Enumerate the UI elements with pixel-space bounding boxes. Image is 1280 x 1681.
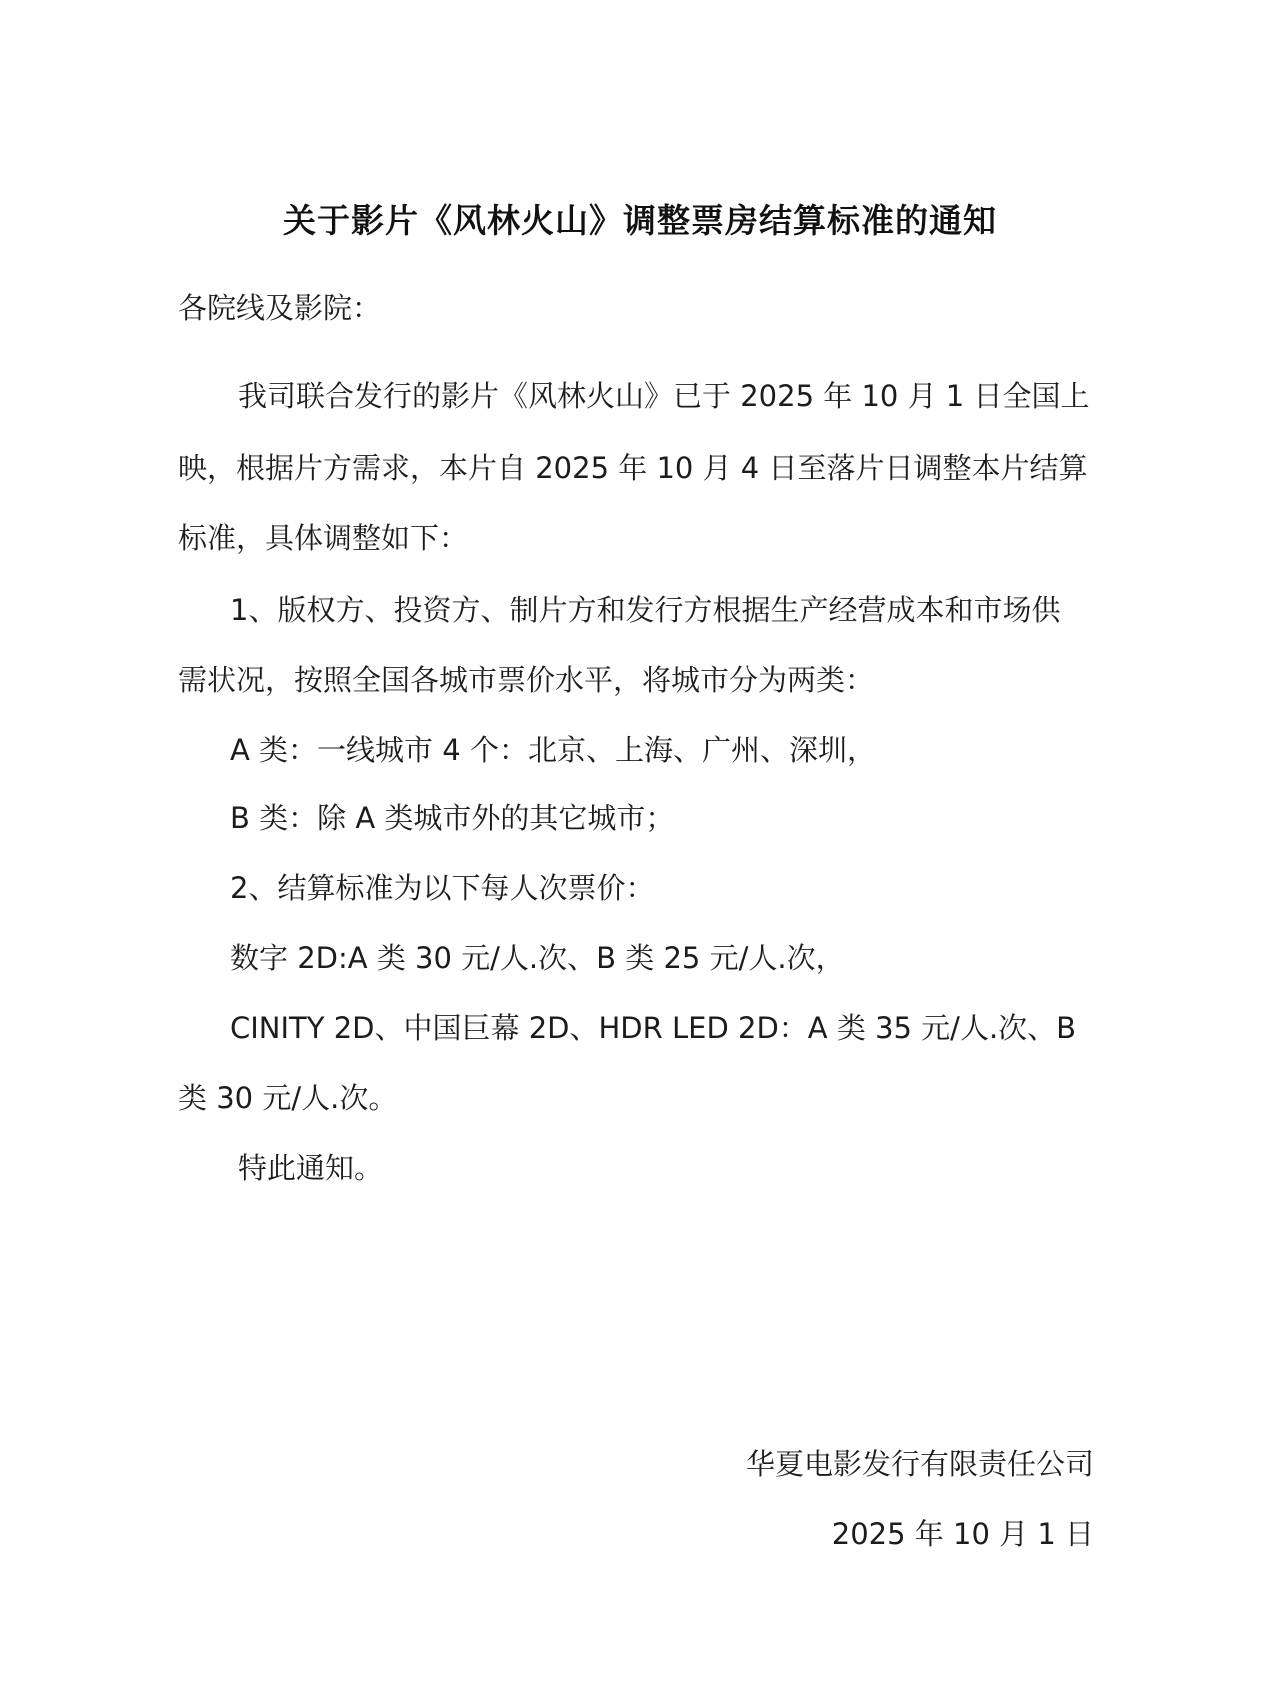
- signature-date: 2025 年 10 月 1 日: [831, 1517, 1094, 1551]
- paragraph1-line1: 我司联合发行的影片《风林火山》已于 2025 年 10 月 1 日全国上: [238, 379, 1090, 413]
- document-title: 关于影片《风林火山》调整票房结算标准的通知: [283, 201, 997, 240]
- class-b-line: B 类：除 A 类城市外的其它城市；: [230, 801, 675, 835]
- class-a-line: A 类：一线城市 4 个：北京、上海、广州、深圳，: [230, 733, 876, 767]
- closing-line: 特此通知。: [238, 1151, 384, 1185]
- price-premium-line1: CINITY 2D、中国巨幕 2D、HDR LED 2D：A 类 35 元/人.次、B: [230, 1011, 1077, 1045]
- item1-line2: 需状况，按照全国各城市票价水平，将城市分为两类：: [178, 663, 875, 697]
- item2-line: 2、结算标准为以下每人次票价：: [230, 871, 655, 905]
- paragraph1-line3: 标准，具体调整如下：: [178, 521, 469, 555]
- company-signature: 华夏电影发行有限责任公司: [745, 1447, 1094, 1481]
- price-premium-line2: 类 30 元/人.次。: [178, 1081, 398, 1115]
- paragraph1-line2: 映，根据片方需求，本片自 2025 年 10 月 4 日至落片日调整本片结算: [178, 451, 1088, 485]
- item1-line1: 1、版权方、投资方、制片方和发行方根据生产经营成本和市场供: [230, 593, 1061, 627]
- price-digital-line: 数字 2D:A 类 30 元/人.次、B 类 25 元/人.次，: [230, 941, 845, 975]
- salutation: 各院线及影院：: [178, 291, 382, 325]
